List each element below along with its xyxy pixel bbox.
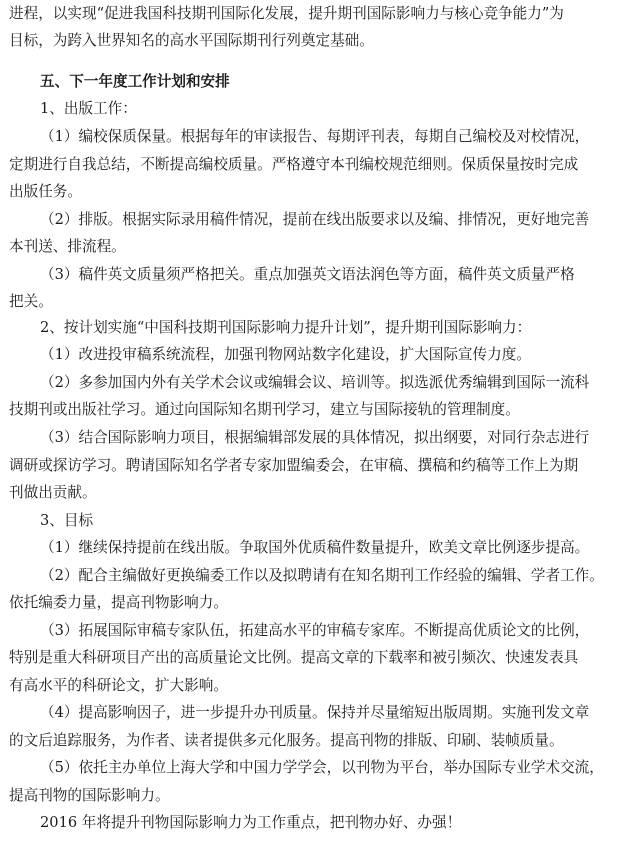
item-title: 3、目标 — [40, 512, 94, 529]
paragraph-line: 有高水平的科研论文，扩大影响。 — [9, 677, 228, 694]
paragraph-line: 技期刊或出版社学习。通过向国际知名期刊学习，建立与国际接轨的管理制度。 — [9, 401, 520, 418]
paragraph-line: （3）结合国际影响力项目，根据编辑部发展的具体情况，拟出纲要，对同行杂志进行 — [40, 429, 590, 446]
paragraph-line: （1）继续保持提前在线出版。争取国外优质稿件数量提升，欧美文章比例逐步提高。 — [40, 539, 590, 556]
paragraph-line: （4）提高影响因子，进一步提升办刊质量。保持并尽量缩短出版周期。实施刊发文章 — [40, 704, 590, 721]
paragraph-line: 定期进行自我总结，不断提高编校质量。严格遵守本刊编校规范细则。保质保量按时完成 — [9, 156, 579, 173]
paragraph-line: （1）改进投审稿系统流程，加强刊物网站数字化建设，扩大国际宣传力度。 — [40, 346, 531, 363]
paragraph-line: 的文后追踪服务，为作者、读者提供多元化服务。提高刊物的排版、印刷、装帧质量。 — [9, 732, 564, 749]
intro-line: 进程，以实现“促进我国科技期刊国际化发展，提升期刊国际影响力与核心竞争能力”为 — [9, 5, 564, 22]
paragraph-line: （3）稿件英文质量须严格把关。重点加强英文语法润色等方面，稿件英文质量严格 — [40, 266, 575, 283]
paragraph-line: 出版任务。 — [9, 183, 82, 200]
paragraph-line: （1）编校保质保量。根据每年的审读报告、每期评刊表，每期自己编校及对校情况， — [40, 128, 590, 145]
paragraph-line: （2）排版。根据实际录用稿件情况，提前在线出版要求以及编、排情况，更好地完善 — [40, 211, 590, 228]
paragraph-line: 调研或探访学习。聘请国际知名学者专家加盟编委会，在审稿、撰稿和约稿等工作上为期 — [9, 457, 579, 474]
paragraph-line: 提高刊物的国际影响力。 — [9, 787, 170, 804]
paragraph-line: 依托编委力量，提高刊物影响力。 — [9, 594, 228, 611]
intro-line: 目标，为跨入世界知名的高水平国际期刊行列奠定基础。 — [9, 32, 374, 49]
paragraph-line: 刊做出贡献。 — [9, 484, 97, 501]
closing-line: 2016 年将提升刊物国际影响力为工作重点，把刊物办好、办强！ — [40, 814, 462, 831]
paragraph-line: （2）配合主编做好更换编委工作以及拟聘请有在知名期刊工作经验的编辑、学者工作。 — [40, 567, 604, 584]
paragraph-line: 特别是重大科研项目产出的高质量论文比例。提高文章的下载率和被引频次、快速发表具 — [9, 649, 579, 666]
paragraph-line: 本刊送、排流程。 — [9, 238, 126, 255]
paragraph-line: （3）拓展国际审稿专家队伍，拓建高水平的审稿专家库。不断提高优质论文的比例， — [40, 622, 590, 639]
paragraph-line: （5）依托主办单位上海大学和中国力学学会，以刊物为平台，举办国际专业学术交流， — [40, 759, 604, 776]
paragraph-line: （2）多参加国内外有关学术会议或编辑会议、培训等。拟选派优秀编辑到国际一流科 — [40, 374, 590, 391]
item-title: 2、按计划实施“中国科技期刊国际影响力提升计划”，提升期刊国际影响力： — [40, 319, 532, 336]
item-title: 1、出版工作： — [40, 100, 137, 117]
paragraph-line: 把关。 — [9, 293, 53, 310]
section-heading: 五、下一年度工作计划和安排 — [40, 73, 230, 90]
